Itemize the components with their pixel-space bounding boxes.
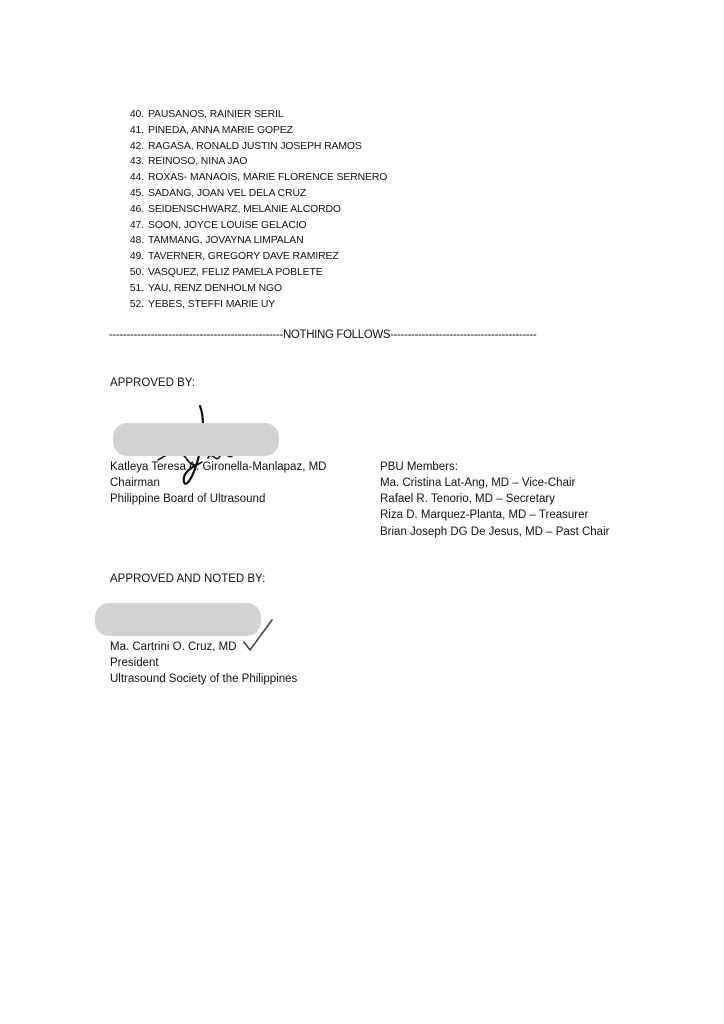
list-item <box>110 265 430 281</box>
list-item <box>110 297 430 313</box>
list-item <box>110 186 430 202</box>
list-item <box>110 139 430 155</box>
list-item <box>110 281 430 297</box>
item-number: 45. <box>129 187 144 199</box>
president-organization: Ultrasound Society of the Philippines <box>110 673 298 685</box>
item-number: 52. <box>129 298 144 310</box>
item-name: VASQUEZ, FELIZ PAMELA POBLETE <box>148 266 323 278</box>
redaction-box <box>95 603 261 636</box>
item-name: SADANG, JOAN VEL DELA CRUZ <box>148 187 307 199</box>
pbu-member: Riza D. Marquez-Planta, MD – Treasurer <box>380 509 589 521</box>
item-number: 47. <box>129 219 144 231</box>
pbu-member: Rafael R. Tenorio, MD – Secretary <box>380 493 555 505</box>
list-item <box>110 170 430 186</box>
item-name: YAU, RENZ DENHOLM NGO <box>148 282 282 294</box>
list-item <box>110 107 430 123</box>
pbu-members-label: PBU Members: <box>380 461 458 473</box>
name-list <box>110 107 430 312</box>
list-item <box>110 154 430 170</box>
list-item <box>110 233 430 249</box>
item-name: PAUSANOS, RAINIER SERIL <box>148 109 284 120</box>
item-name: SEIDENSCHWARZ, MELANIE ALCORDO <box>148 203 341 215</box>
item-number: 50. <box>129 266 144 278</box>
nothing-follows-divider: --------------------------------------------------NOTHING FOLLOWS------------------------------------------ <box>109 329 537 341</box>
president-title: President <box>110 657 159 669</box>
item-number: 49. <box>129 251 144 263</box>
chairman-title: Chairman <box>110 477 160 489</box>
approved-by-label: APPROVED BY: <box>110 377 196 389</box>
item-name: ROXAS- MANAOIS, MARIE FLORENCE SERNERO <box>148 172 388 184</box>
item-name: PINEDA, ANNA MARIE GOPEZ <box>148 124 293 136</box>
item-number: 51. <box>129 282 144 294</box>
item-name: REINOSO, NINA JAO <box>148 156 248 168</box>
redaction-box <box>113 423 279 456</box>
pbu-member: Brian Joseph DG De Jesus, MD – Past Chair <box>380 526 610 538</box>
pbu-member: Ma. Cristina Lat-Ang, MD – Vice-Chair <box>380 477 576 489</box>
item-number: 42. <box>129 140 144 152</box>
approved-noted-by-label: APPROVED AND NOTED BY: <box>110 573 266 585</box>
list-item <box>110 249 430 265</box>
list-item <box>110 218 430 234</box>
chairman-organization: Philippine Board of Ultrasound <box>110 493 266 505</box>
president-name: Ma. Cartrini O. Cruz, MD <box>110 641 237 653</box>
item-name: SOON, JOYCE LOUISE GELACIO <box>148 219 307 231</box>
chairman-name: Katleya Teresa A. Gironella-Manlapaz, MD <box>110 461 327 473</box>
item-name: TAVERNER, GREGORY DAVE RAMIREZ <box>148 251 339 263</box>
list-item <box>110 123 430 139</box>
item-name: TAMMANG, JOVAYNA LIMPALAN <box>148 235 304 247</box>
item-number: 46. <box>129 203 144 215</box>
item-number: 41. <box>129 124 144 136</box>
list-item <box>110 202 430 218</box>
item-name: YEBES, STEFFI MARIE UY <box>148 298 276 310</box>
item-number: 48. <box>129 235 144 247</box>
item-number: 43. <box>129 156 144 168</box>
item-number: 44. <box>129 172 144 184</box>
item-number: 40. <box>129 109 144 120</box>
item-name: RAGASA, RONALD JUSTIN JOSEPH RAMOS <box>148 140 362 152</box>
